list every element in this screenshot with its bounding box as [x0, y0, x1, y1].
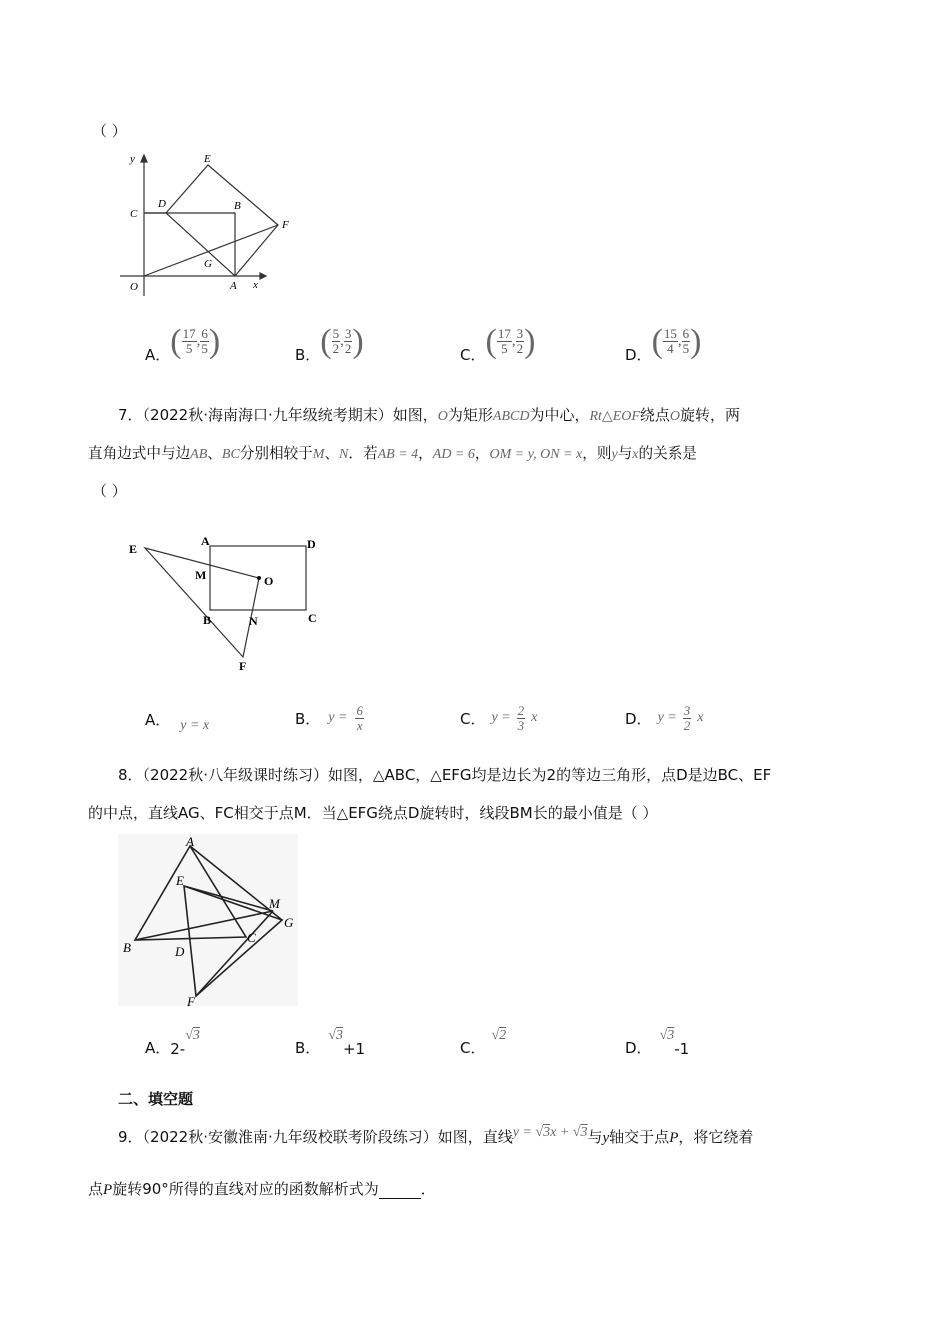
- q7-label-B: B: [203, 613, 212, 627]
- q8-label-A: A: [186, 834, 194, 849]
- q8-label-C: C: [247, 930, 256, 945]
- section-title-fill-in: 二、填空题: [118, 1090, 194, 1108]
- q8-option-b[interactable]: B． √3 +1: [295, 1028, 366, 1058]
- q7-line-2: 直角边式中与边AB、BC分别相较于M、N．若AB = 4，AD = 6，OM = y, ON = x，则y与x的关系是: [88, 445, 697, 462]
- q7-point-O: [257, 576, 261, 580]
- q7-label-E: E: [129, 542, 138, 556]
- q8-option-c[interactable]: C． √2: [460, 1028, 507, 1057]
- q7-answer-paren: （ ）: [92, 482, 127, 500]
- q6-answer-paren: （ ）: [92, 122, 127, 140]
- q6-option-b[interactable]: B． ( $\frac{5}{2}$ , $\frac{3}{2}$ ): [295, 322, 364, 364]
- q7-option-b[interactable]: B． y = $\frac{6}{x}$: [295, 703, 363, 733]
- q8-option-d[interactable]: D． √3 -1: [625, 1028, 690, 1058]
- q6-label-E: E: [204, 153, 211, 165]
- q8-label-G: G: [284, 915, 294, 930]
- q7-label-M: M: [195, 568, 207, 582]
- q7-label-N: N: [249, 614, 258, 628]
- q8-line-1: 8．（2022秋·八年级课时练习）如图，△ABC，△EFG均是边长为2的等边三角形，点D是边BC、EF: [118, 766, 772, 784]
- q6-rectangle: [144, 213, 235, 276]
- q7-option-d[interactable]: D． y = $\frac{3}{2}$ x: [625, 703, 704, 733]
- q7-label-C: C: [308, 611, 317, 625]
- q6-option-a[interactable]: A． ( $\frac{17}{5}$ , $\frac{6}{5}$ ): [145, 322, 221, 364]
- q7-triangle-EOF: [145, 548, 259, 657]
- q6-label-A: A: [230, 280, 237, 292]
- q8-label-M: M: [269, 896, 280, 911]
- q6-figure: [110, 148, 300, 300]
- q7-option-c[interactable]: C． y = $\frac{2}{3}$ x: [460, 703, 538, 733]
- q9-line-2: 点P旋转90°所得的直线对应的函数解析式为 ．: [88, 1180, 436, 1198]
- q7-label-O: O: [264, 574, 274, 588]
- q7-line-1: 7．（2022秋·海南海口·九年级统考期末）如图，O为矩形ABCD为中心，Rt△EOF绕点O旋转，两: [118, 406, 741, 424]
- q6-square-DEFA: [166, 165, 278, 276]
- q7-label-A: A: [201, 534, 210, 548]
- q8-label-D: D: [175, 944, 185, 959]
- q8-line-2: 的中点，直线AG、FC相交于点M．当△EFG绕点D旋转时，线段BM长的最小值是（ ）: [88, 804, 658, 822]
- q6-label-F: F: [282, 219, 289, 231]
- q6-label-x: x: [253, 279, 258, 291]
- q6-label-O: O: [130, 281, 138, 293]
- q7-label-D: D: [307, 537, 316, 551]
- q7-option-a[interactable]: A． y = x: [145, 710, 210, 733]
- q6-option-c[interactable]: C． ( $\frac{17}{5}$ , $\frac{3}{2}$ ): [460, 322, 536, 364]
- q6-label-y: y: [130, 153, 135, 165]
- q6-label-C: C: [130, 208, 138, 220]
- q7-label-F: F: [239, 659, 247, 672]
- q8-label-F: F: [187, 994, 195, 1006]
- q7-figure: [125, 530, 335, 672]
- q8-label-B: B: [123, 940, 131, 955]
- q8-figure: [118, 834, 298, 1006]
- q9-line-1: 9．（2022秋·安徽淮南·九年级校联考阶段练习）如图，直线y = √3x + √3与y轴交于点P，将它绕着: [118, 1125, 754, 1146]
- q6-option-d[interactable]: D． ( $\frac{15}{4}$ , $\frac{6}{5}$ ): [625, 322, 702, 364]
- q8-label-E: E: [176, 873, 184, 888]
- q6-label-D: D: [158, 198, 166, 210]
- q6-label-B: B: [234, 200, 241, 212]
- q8-option-a[interactable]: A． 2- √3: [145, 1028, 200, 1058]
- q9-answer-blank[interactable]: [379, 1184, 421, 1199]
- q6-label-G: G: [204, 258, 212, 270]
- q6-y-arrow: [141, 155, 147, 162]
- q6-x-arrow: [260, 273, 266, 279]
